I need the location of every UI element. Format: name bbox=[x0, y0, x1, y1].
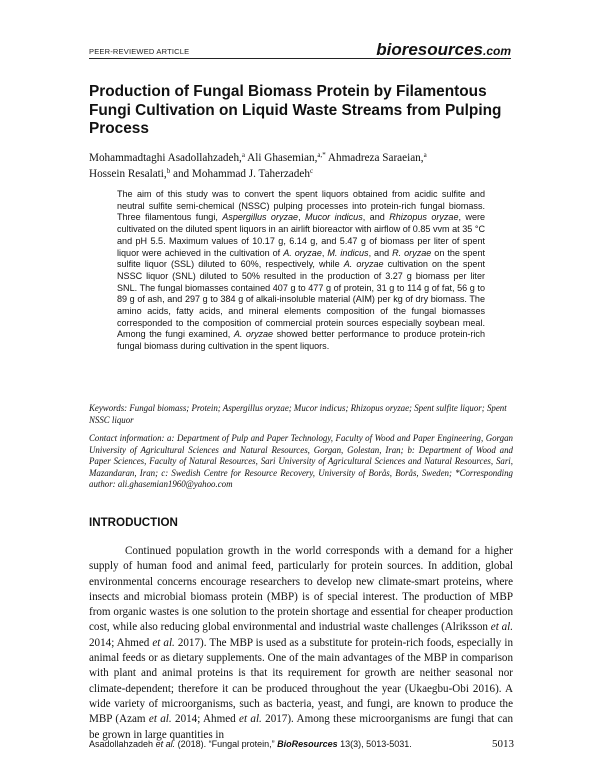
author-3-affiliation: a bbox=[423, 151, 427, 159]
abstract-italic: A. oryzae bbox=[233, 329, 274, 340]
abstract-seg: showed better performance to produce protein-rich fungal biomass during cultivation in the spent liquors. bbox=[117, 329, 485, 352]
abstract-italic: Rhizopus oryzae bbox=[389, 212, 459, 223]
author-2: Ali Ghasemian, bbox=[244, 152, 318, 164]
page-header bbox=[89, 38, 511, 59]
author-1-affiliation: a bbox=[241, 151, 245, 159]
intro-italic: et al. bbox=[490, 621, 514, 634]
abstract-seg: , and bbox=[362, 212, 390, 223]
abstract-seg: The aim of this study was to convert the spent liquors obtained from acidic sulfite and neutral sulfite semi-chemical (NSSC) pulping processes into protein-rich fungal biomass. Three filamentous fungi, bbox=[117, 189, 485, 223]
author-1: Mohammadtaghi Asadollahzadeh, bbox=[89, 152, 242, 164]
intro-seg: Continued population growth in the world corresponds with a demand for a higher supply of human food and animal feed, particularly for protein sources. In addition, global environmental concerns encourage researchers to develop new climate-smart proteins, where insects and microbial biomass protein (MBP) is of special interest. The production of MBP from organic wastes is one solution to the protein shortage and essential for cheaper production cost, while also reducing global environmental and industrial waste challenges (Alriksson bbox=[89, 545, 513, 634]
journal-brand[interactable] bbox=[376, 40, 511, 60]
intro-seg: 2014; Ahmed bbox=[171, 713, 240, 726]
footer-volume: 13(3), 5013-5031. bbox=[337, 739, 412, 749]
abstract-italic: Aspergillus oryzae bbox=[222, 212, 299, 223]
page-number: 5013 bbox=[492, 738, 514, 750]
contact-information: Contact information: a: Department of Pulp and Paper Technology, Faculty of Wood and Paper Engineering, Gorgan University of Agricultural Sciences and Natural Resources, Gorgan, Golestan, Iran; b: Department of Wood and Paper Sciences, Faculty of Natural Resources, Sari University of Agricultural Sciences and Natural Resources, Sari, Mazandaran, Iran; c: Swedish Centre for Resource Recovery, University of Borås, Borås, Sweden; *Corresponding author: ali.ghasemian1960@yahoo.com bbox=[89, 433, 513, 489]
author-4: Hossein Resalati, bbox=[89, 167, 167, 180]
author-4-affiliation: b bbox=[166, 166, 171, 175]
author-2-affiliation: a,* bbox=[317, 151, 326, 159]
abstract-italic: A. oryzae bbox=[343, 259, 384, 270]
abstract-italic: R. oryzae bbox=[392, 247, 432, 258]
abstract-italic: A. oryzae bbox=[283, 247, 322, 258]
abstract-text bbox=[117, 189, 485, 353]
footer-journal: BioResources bbox=[277, 739, 338, 749]
footer-title: (2018). “Fungal protein,” bbox=[175, 739, 278, 749]
intro-italic: et al. bbox=[148, 713, 172, 726]
abstract-seg: on the spent sulfite liquor (SSL) diluted to 60%, respectively, while bbox=[117, 247, 486, 270]
abstract-seg: , were cultivated on the diluted spent liquors in an airlift bioreactor with airflow of 0.85 vvm at 35 °C and pH 5.5. Maximum values of 10.17 g, 6.14 g, and 5.47 g of biomass per liter of spent liquor were achieved in the cultivation of bbox=[117, 212, 486, 258]
author-5: and Mohammad J. Taherzadeh bbox=[170, 167, 310, 180]
author-5-affiliation: c bbox=[309, 166, 314, 175]
intro-seg: 2017). The MBP is used as a substitute for protein-rich foods, especially in animal feeds or as dietary supplements. One of the main advantages of the MBP in comparison with plant and animal proteins is that its requirement for growth are neither seasonal nor climate-dependent; therefore it can be produced throughout the year (Ukaegbu-Obi 2016). A wide variety of microorganisms, such as bacteria, yeast, and fungi, are known to produce the MBP (Azam bbox=[89, 636, 513, 726]
footer-author: Asadollahzadeh bbox=[89, 739, 156, 749]
intro-italic: et al. bbox=[239, 713, 262, 726]
introduction-heading: INTRODUCTION bbox=[89, 516, 178, 529]
abstract-italic: Mucor indicus bbox=[305, 212, 363, 223]
footer-et-al: et al. bbox=[155, 739, 176, 749]
introduction-paragraph bbox=[89, 544, 513, 743]
abstract-italic: M. indicus bbox=[327, 247, 369, 258]
intro-seg: 2017). Among these microorganisms are fungi that can be grown in large quantities in bbox=[89, 713, 513, 741]
peer-reviewed-label: PEER-REVIEWED ARTICLE bbox=[89, 47, 190, 56]
intro-seg: 2014; Ahmed bbox=[89, 636, 153, 649]
abstract-seg: , bbox=[321, 247, 328, 258]
author-list bbox=[89, 151, 514, 182]
article-title: Production of Fungal Biomass Protein by Filamentous Fungi Cultivation on Liquid Waste Streams from Pulping Process bbox=[89, 83, 502, 138]
keywords: Keywords: Fungal biomass; Protein; Aspergillus oryzae; Mucor indicus; Rhizopus oryzae; Spent sulfite liquor; Spent NSSC liquor bbox=[89, 403, 507, 425]
brand-name: bioresources bbox=[376, 40, 483, 59]
abstract-seg: , and bbox=[368, 247, 393, 258]
brand-domain: .com bbox=[482, 44, 511, 58]
intro-italic: et al. bbox=[152, 636, 175, 649]
abstract bbox=[117, 189, 485, 353]
footer-citation bbox=[89, 739, 412, 749]
abstract-seg: , bbox=[298, 212, 306, 223]
abstract-seg: cultivation on the spent NSSC liquor (SNL) diluted to 50% resulted in the production of 3.27 g biomass per liter SNL. The fungal biomasses contained 407 g to 477 g of protein, 31 g to 114 g of fat, 56 g to 89 g of ash, and 297 g to 384 g of alkali-insoluble material (AIM) per kg of dry biomass. The amino acids, fatty acids, and mineral elements composition of the fungal biomasses corresponded to the composition of commercial protein sources especially soybean meal. Among the fungi examined, bbox=[117, 259, 485, 340]
author-3: Ahmadreza Saraeian, bbox=[325, 152, 424, 164]
